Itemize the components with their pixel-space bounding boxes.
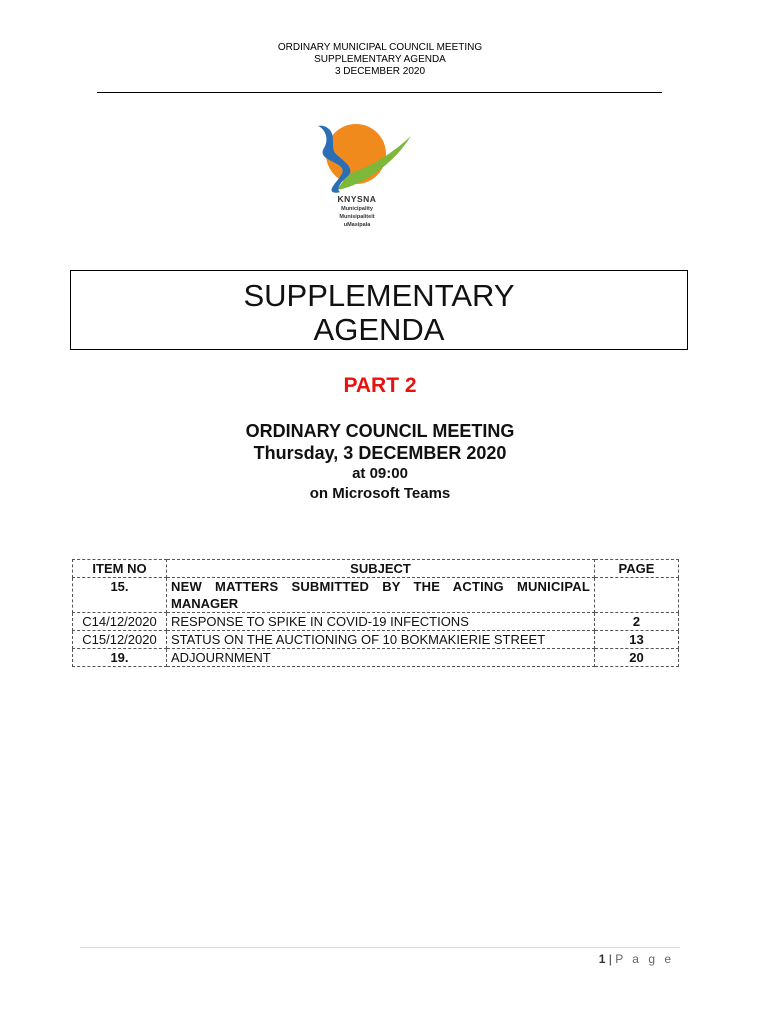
page-cell — [595, 578, 679, 613]
title-box — [70, 270, 688, 350]
table-row — [73, 631, 679, 649]
subject-cell — [167, 578, 595, 613]
page-header — [0, 42, 760, 78]
subject-cell: ADJOURNMENT — [167, 649, 595, 667]
page-cell: 20 — [595, 649, 679, 667]
page-number: 1 — [598, 952, 606, 966]
logo-name: KNYSNA — [337, 194, 377, 204]
table-header-row — [73, 560, 679, 578]
page-cell: 13 — [595, 631, 679, 649]
item-no-cell: 19. — [73, 649, 167, 667]
page-separator: | — [608, 952, 612, 966]
header-line-3: 3 DECEMBER 2020 — [334, 66, 426, 77]
table-row — [73, 578, 679, 613]
page-label: P a g e — [615, 952, 674, 966]
logo-subtitle-1: Municipality — [341, 206, 373, 212]
header-page: PAGE — [595, 560, 679, 578]
meeting-details — [0, 420, 760, 504]
header-subject: SUBJECT — [167, 560, 595, 578]
table-row — [73, 613, 679, 631]
title-line-2: AGENDA — [313, 312, 445, 347]
title-line-1: SUPPLEMENTARY — [243, 278, 515, 313]
subject-line-1: NEW MATTERS SUBMITTED BY THE ACTING MUNICIPAL — [171, 579, 590, 594]
item-no-cell: C15/12/2020 — [73, 631, 167, 649]
header-line-1: ORDINARY MUNICIPAL COUNCIL MEETING — [277, 42, 483, 53]
agenda-table — [72, 559, 679, 667]
meeting-title: ORDINARY COUNCIL MEETING — [245, 421, 515, 441]
part-heading: PART 2 — [343, 374, 417, 397]
subject-cell: RESPONSE TO SPIKE IN COVID-19 INFECTIONS — [167, 613, 595, 631]
logo-emblem-icon — [296, 118, 418, 196]
header-line-2: SUPPLEMENTARY AGENDA — [314, 54, 446, 65]
page-footer — [599, 952, 674, 966]
meeting-time: at 09:00 — [352, 465, 408, 482]
subject-cell: STATUS ON THE AUCTIONING OF 10 BOKMAKIERIE STREET — [167, 631, 595, 649]
header-rule — [97, 92, 662, 93]
page-cell: 2 — [595, 613, 679, 631]
logo-subtitle-3: uMasipala — [343, 222, 371, 228]
subject-line-2: MANAGER — [171, 596, 239, 611]
knysna-logo — [296, 118, 418, 236]
item-no-cell: C14/12/2020 — [73, 613, 167, 631]
header-item-no: ITEM NO — [73, 560, 167, 578]
footer-rule — [80, 947, 680, 948]
meeting-date: Thursday, 3 DECEMBER 2020 — [253, 443, 507, 463]
item-no-cell: 15. — [73, 578, 167, 613]
meeting-platform: on Microsoft Teams — [309, 485, 451, 502]
table-row — [73, 649, 679, 667]
logo-subtitle-2: Munisipaliteit — [339, 214, 375, 220]
